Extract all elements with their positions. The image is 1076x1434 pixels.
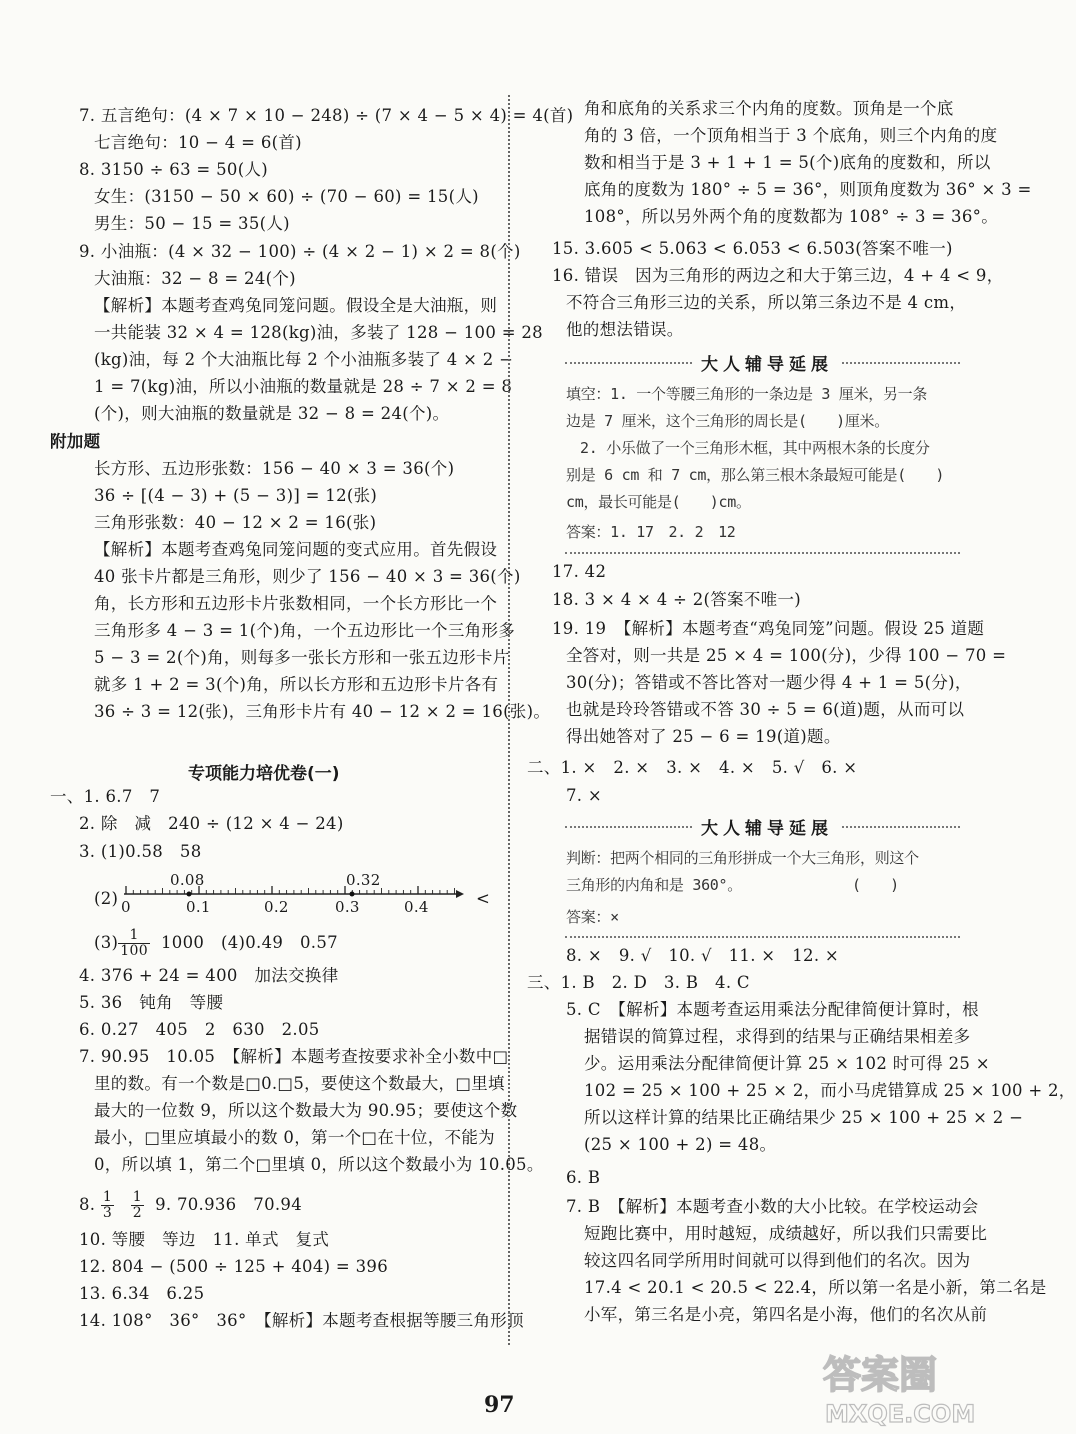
text-line: 17.4 < 20.1 < 20.5 < 22.4，所以第一名是小新，第二名是 [584, 1278, 1047, 1297]
text-line: 三角形张数：40 − 12 × 2 = 16(张) [94, 513, 377, 532]
text-line: (25 × 100 + 2) = 48。 [584, 1135, 777, 1154]
text-line: 底角的度数为 180° ÷ 5 = 36°，则顶角度数为 36° × 3 = [584, 180, 1032, 199]
text-line: 7. B 【解析】本题考查小数的大小比较。在学校运动会 [566, 1197, 979, 1216]
text-line: 角的 3 倍，一个顶角相当于 3 个底角，则三个内角的度 [584, 126, 998, 145]
text-line: 三、1. B 2. D 3. B 4. C [527, 973, 750, 992]
text-fragment: 9. 70.936 70.94 [155, 1195, 303, 1214]
text-line: 【解析】本题考查鸡兔同笼问题。假设全是大油瓶，则 [94, 296, 498, 315]
text-line: 角和底角的关系求三个内角的度数。顶角是一个底 [584, 99, 954, 118]
text-line: 就多 1 + 2 = 3(个)角，所以长方形和五边形卡片各有 [94, 675, 499, 694]
text-line: 6. 0.27 405 2 630 2.05 [79, 1020, 320, 1039]
watermark-text: MXQE.COM [825, 1400, 976, 1428]
text-line: 17. 42 [552, 562, 607, 581]
extension-line: 判断：把两个相同的三角形拼成一个大三角形，则这个 [566, 849, 919, 867]
text-line [79, 1190, 302, 1221]
text-line: 数和相当于是 3 + 1 + 1 = 5(个)底角的度数和，所以 [584, 153, 991, 172]
fraction-numerator: 1 [118, 928, 150, 944]
extension-line: 三角形的内角和是 360°。 ( ) [566, 876, 899, 894]
extension-line: 别是 6 cm 和 7 cm，那么第三根木条最短可能是( ) [566, 466, 945, 484]
text-fragment: 1000 (4)0.49 0.57 [161, 933, 338, 952]
column-divider [508, 95, 510, 1345]
text-line: 七言绝句：10 − 4 = 6(首) [94, 133, 302, 152]
text-line: 最小，□里应填最小的数 0，第一个□在十位，不能为 [94, 1128, 495, 1147]
number-line-tick-label: 0.4 [404, 898, 429, 916]
fraction-denominator: 2 [132, 1205, 142, 1221]
fraction [101, 1190, 114, 1221]
text-line: 5. C 【解析】本题考查运用乘法分配律简便计算时，根 [566, 1000, 979, 1019]
text-line: (kg)油，每 2 个大油瓶比每 2 个小油瓶多装了 4 × 2 − [94, 350, 514, 369]
text-line: 女生：(3150 − 50 × 60) ÷ (70 − 60) = 15(人) [94, 187, 479, 206]
text-line: 得出她答对了 25 − 6 = 19(道)题。 [566, 727, 841, 746]
text-line: 10. 等腰 等边 11. 单式 复式 [79, 1230, 330, 1249]
text-line: 不符合三角形三边的关系，所以第三条边不是 4 cm， [566, 293, 967, 312]
text-line: 小军，第三名是小亮，第四名是小海，他们的名次从前 [584, 1305, 988, 1324]
extension-line: 2. 小乐做了一个三角形木框，其中两根木条的长度分 [580, 439, 930, 457]
text-line: 19. 19 【解析】本题考查“鸡兔同笼”问题。假设 25 道题 [552, 619, 985, 638]
number-line-tick-label: 0 [121, 898, 131, 916]
text-line: 最大的一位数 9，所以这个数最大为 90.95；要使这个数 [94, 1101, 518, 1120]
text-line: 15. 3.605 < 5.063 < 6.053 < 6.503(答案不唯一) [552, 239, 953, 258]
text-line: 102 = 25 × 100 + 25 × 2，而小马虎错算成 25 × 100 + 2， [584, 1081, 1076, 1100]
text-line: 据错误的简算过程，求得到的结果与正确结果相差多 [584, 1027, 971, 1046]
text-line: 30(分)；答错或不答比答对一题少得 4 + 1 = 5(分)， [566, 673, 972, 692]
text-line: 16. 错误 因为三角形的两边之和大于第三边，4 + 4 < 9， [552, 266, 1004, 285]
text-line: 13. 6.34 6.25 [79, 1284, 205, 1303]
bonus-heading: 附加题 [50, 432, 101, 451]
fraction-numerator: 1 [102, 1189, 113, 1205]
text-line: 8. × 9. √ 10. √ 11. × 12. × [566, 946, 840, 965]
watermark-text: 答案圈 [823, 1353, 938, 1397]
extension-title: 大人辅导延展 [693, 350, 841, 375]
text-line [94, 928, 338, 959]
text-line: 所以这样计算的结果比正确结果少 25 × 100 + 25 × 2 − [584, 1108, 1024, 1127]
extension-line: 填空：1. 一个等腰三角形的一条边是 3 厘米，另一条 [566, 385, 928, 403]
text-line: 40 张卡片都是三角形，则少了 156 − 40 × 3 = 36(个) [94, 567, 521, 586]
watermark-logo [813, 1340, 993, 1430]
text-line: 较这四名同学所用时间就可以得到他们的名次。因为 [584, 1251, 971, 1270]
number-line-mark: 0.32 [346, 871, 381, 889]
text-line: 5. 36 钝角 等腰 [79, 993, 224, 1012]
text-line: 36 ÷ [(4 − 3) + (5 − 3)] = 12(张) [94, 486, 378, 505]
text-line: 7. 五言绝句：(4 × 7 × 10 − 248) ÷ (7 × 4 − 5 × 4) = 4(首) [79, 106, 574, 125]
fraction [131, 1190, 144, 1221]
text-line: 7. × [566, 786, 603, 805]
text-line: 二、1. × 2. × 3. × 4. × 5. √ 6. × [527, 758, 858, 777]
fraction-numerator: 1 [132, 1189, 142, 1205]
number-line-tick-label: 0.1 [186, 898, 211, 916]
section-title: 专项能力培优卷(一) [188, 764, 340, 784]
text-fragment: (3) [94, 933, 119, 952]
text-line: 他的想法错误。 [566, 320, 684, 339]
text-line: 也就是玲玲答错或不答 30 ÷ 5 = 6(道)题，从而可以 [566, 700, 965, 719]
number-line-prefix: (2) [94, 889, 119, 908]
extension-box-rule [565, 552, 960, 554]
text-line: 14. 108° 36° 36° 【解析】本题考查根据等腰三角形顶 [79, 1311, 524, 1330]
text-line: 0，所以填 1，第二个□里填 0，所以这个数最小为 10.05。 [94, 1155, 544, 1174]
text-line: 108°，所以另外两个角的度数都为 108° ÷ 3 = 36°。 [584, 207, 999, 226]
fraction-denominator: 3 [102, 1205, 113, 1221]
text-line: 12. 804 − (500 ÷ 125 + 404) = 396 [79, 1257, 388, 1276]
text-line: 2. 除 减 240 ÷ (12 × 4 − 24) [79, 814, 344, 833]
extension-line: 边是 7 厘米，这个三角形的周长是( )厘米。 [566, 412, 889, 430]
text-line: 三角形多 4 − 3 = 1(个)角，一个五边形比一个三角形多 [94, 621, 516, 640]
fraction [118, 928, 150, 959]
text-line: 8. 3150 ÷ 63 = 50(人) [79, 160, 268, 179]
number-line-tick-label: 0.2 [264, 898, 289, 916]
text-line: 【解析】本题考查鸡兔同笼问题的变式应用。首先假设 [94, 540, 498, 559]
text-line: 大油瓶：32 − 8 = 24(个) [94, 269, 296, 288]
text-line: 里的数。有一个数是□0.□5，要使这个数最大，□里填 [94, 1074, 505, 1093]
extension-answer: 答案：× [566, 908, 619, 926]
text-line: 4. 376 + 24 = 400 加法交换律 [79, 966, 339, 985]
text-line: 6. B [566, 1168, 601, 1187]
text-line: 全答对，则一共是 25 × 4 = 100(分)，少得 100 − 70 = [566, 646, 1007, 665]
text-line: 长方形、五边形张数：156 − 40 × 3 = 36(个) [94, 459, 455, 478]
text-line: 3. (1)0.58 58 [79, 842, 202, 861]
number-line-mark: 0.08 [170, 871, 205, 889]
text-line: 9. 小油瓶：(4 × 32 − 100) ÷ (4 × 2 − 1) × 2 = 8(个) [79, 242, 521, 261]
text-line: 一、1. 6.7 7 [50, 787, 161, 806]
number-line-tick-label: 0.3 [335, 898, 360, 916]
page-number: 97 [484, 1392, 515, 1418]
text-line: 5 − 3 = 2(个)角，则每多一张长方形和一张五边形卡片 [94, 648, 510, 667]
text-line: 一共能装 32 × 4 = 128(kg)油，多装了 128 − 100 = 28 [94, 323, 543, 342]
text-line: (个)，则大油瓶的数量就是 32 − 8 = 24(个)。 [94, 404, 450, 423]
watermark-graphic [813, 1340, 993, 1430]
extension-answer: 答案：1. 17 2. 2 12 [566, 523, 736, 541]
text-line: 36 ÷ 3 = 12(张)，三角形卡片有 40 − 12 × 2 = 16(张)。 [94, 702, 551, 721]
text-line: 少。运用乘法分配律简便计算 25 × 102 时可得 25 × [584, 1054, 990, 1073]
text-line: 1 = 7(kg)油，所以小油瓶的数量就是 28 ÷ 7 × 2 = 8 [94, 377, 513, 396]
text-line: 7. 90.95 10.05 【解析】本题考查按要求补全小数中□ [79, 1047, 509, 1066]
text-line: 短跑比赛中，用时越短，成绩越好，所以我们只需要比 [584, 1224, 988, 1243]
extension-line: cm，最长可能是( )cm。 [566, 493, 751, 511]
text-line: 18. 3 × 4 × 4 ÷ 2(答案不唯一) [552, 590, 801, 609]
text-line: 角，长方形和五边形卡片张数相同，一个长方形比一个 [94, 594, 498, 613]
extension-box-rule [565, 936, 960, 938]
fraction-denominator: 100 [120, 943, 148, 959]
extension-title: 大人辅导延展 [693, 814, 841, 839]
comparison-sign: < [476, 889, 491, 908]
text-fragment: 8. [79, 1195, 96, 1214]
text-line: 男生：50 − 15 = 35(人) [94, 214, 290, 233]
arrow-icon [456, 890, 464, 898]
